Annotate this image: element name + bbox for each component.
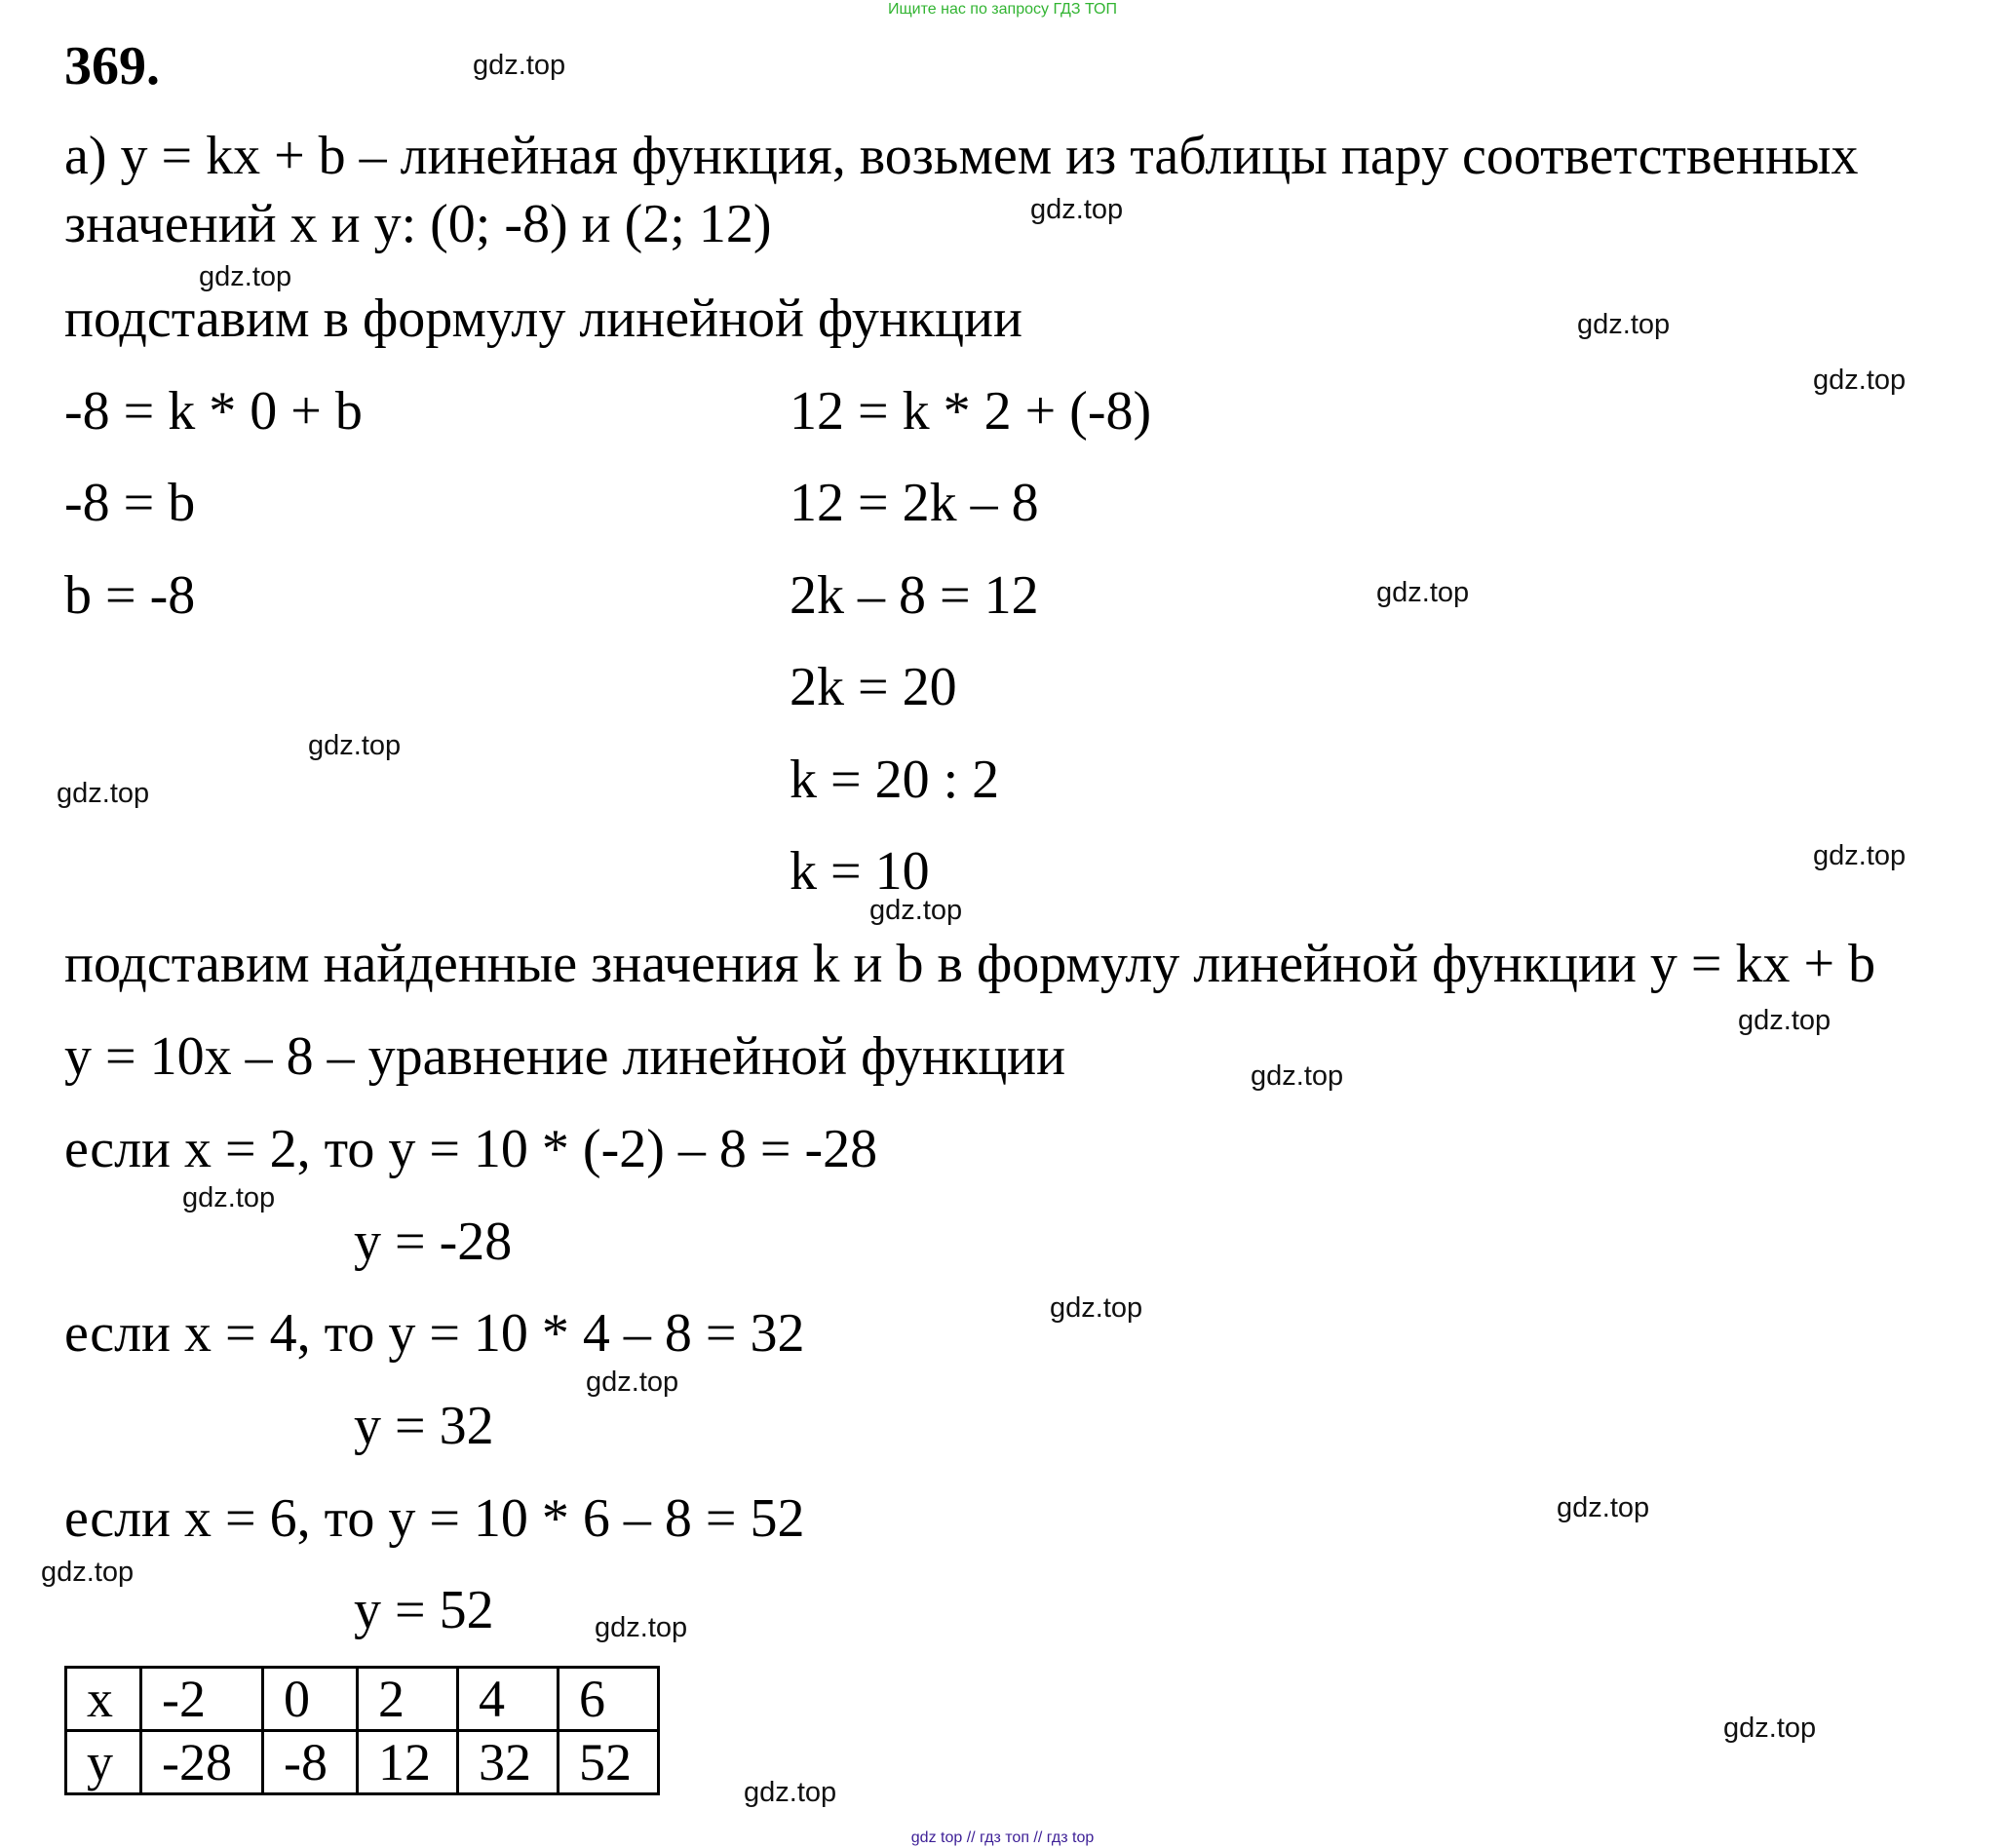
watermark: gdz.top (308, 730, 402, 761)
watermark: gdz.top (1813, 365, 1907, 396)
equation: 2k – 8 = 12 (790, 565, 1039, 626)
watermark: gdz.top (57, 778, 150, 809)
watermark: gdz.top (473, 50, 566, 81)
values-table (64, 1666, 660, 1795)
watermark: gdz.top (1577, 309, 1671, 340)
watermark: gdz.top (586, 1367, 679, 1398)
text-line: если x = 6, то y = 10 * 6 – 8 = 52 (64, 1488, 805, 1549)
exercise-number: 369. (64, 36, 160, 96)
equation: 12 = k * 2 + (-8) (790, 381, 1152, 442)
table-row (66, 1668, 659, 1731)
watermark: gdz.top (1738, 1005, 1831, 1036)
watermark: gdz.top (1813, 840, 1907, 871)
watermark: gdz.top (1050, 1292, 1143, 1324)
equation: -8 = k * 0 + b (64, 381, 363, 442)
text-line: подставим в формулу линейной функции (64, 289, 1022, 349)
table-cell: 32 (458, 1731, 559, 1794)
equation: y = -28 (354, 1212, 513, 1272)
equation: y = 32 (354, 1396, 494, 1456)
text-line: подставим найденные значения k и b в формулу линейной функции y = kx + b (64, 934, 1876, 994)
footer-text: gdz top // гдз топ // гдз top (910, 1829, 1095, 1846)
text-line: y = 10x – 8 – уравнение линейной функции (64, 1026, 1066, 1087)
watermark: gdz.top (41, 1557, 135, 1588)
watermark: gdz.top (199, 261, 292, 292)
table-row (66, 1731, 659, 1794)
table-cell: 52 (559, 1731, 659, 1794)
table-cell: 2 (358, 1668, 458, 1731)
watermark: gdz.top (1376, 577, 1470, 608)
table-cell: -28 (141, 1731, 263, 1794)
table-cell: -8 (263, 1731, 358, 1794)
top-banner: Ищите нас по запросу ГДЗ ТОП (888, 1, 1117, 18)
watermark: gdz.top (182, 1182, 276, 1213)
watermark: gdz.top (595, 1612, 688, 1643)
watermark: gdz.top (744, 1777, 837, 1808)
watermark: gdz.top (1251, 1060, 1344, 1092)
table-cell: 12 (358, 1731, 458, 1794)
equation: -8 = b (64, 473, 196, 533)
watermark: gdz.top (1723, 1713, 1817, 1744)
equation: b = -8 (64, 565, 196, 626)
equation: y = 52 (354, 1580, 494, 1640)
table-cell: 4 (458, 1668, 559, 1731)
text-line: значений x и y: (0; -8) и (2; 12) (64, 194, 772, 254)
watermark: gdz.top (1030, 194, 1124, 225)
equation: 2k = 20 (790, 657, 957, 717)
equation: 12 = 2k – 8 (790, 473, 1039, 533)
watermark: gdz.top (1557, 1492, 1650, 1523)
text-line: если x = 2, то y = 10 * (-2) – 8 = -28 (64, 1119, 878, 1179)
table-cell: 6 (559, 1668, 659, 1731)
equation: k = 20 : 2 (790, 750, 1000, 810)
text-line: если x = 4, то y = 10 * 4 – 8 = 32 (64, 1303, 805, 1364)
equation: k = 10 (790, 841, 930, 902)
table-cell: x (66, 1668, 141, 1731)
watermark: gdz.top (869, 895, 963, 926)
text-line: а) y = kx + b – линейная функция, возьмем из таблицы пару соответственных (64, 126, 1859, 186)
table-cell: 0 (263, 1668, 358, 1731)
table-cell: y (66, 1731, 141, 1794)
table-cell: -2 (141, 1668, 263, 1731)
